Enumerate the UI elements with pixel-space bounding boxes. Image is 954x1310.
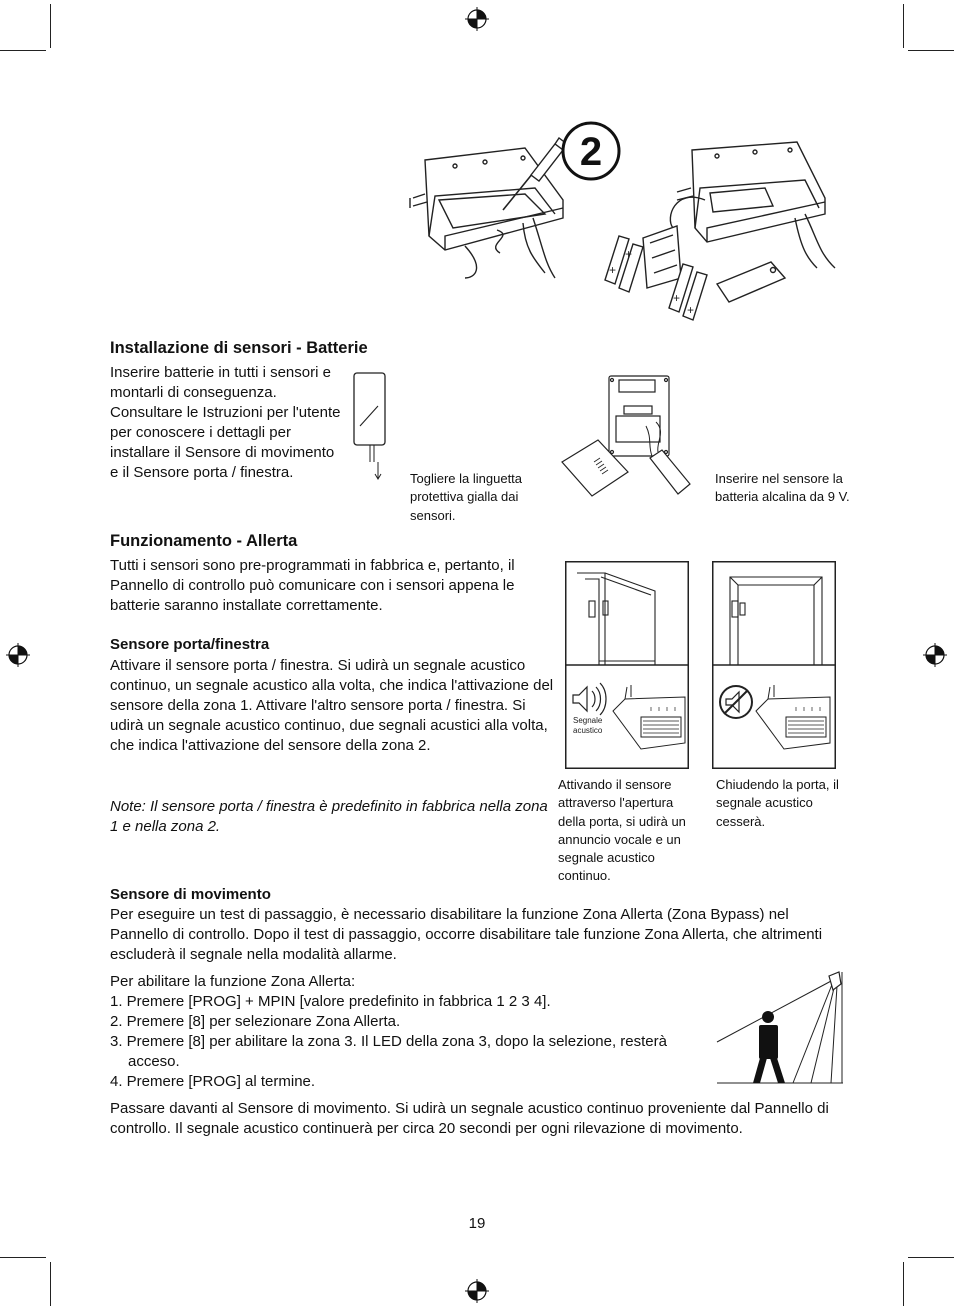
caption-insert-battery: Inserire nel sensore la batteria alcalina da 9 V. [715, 471, 850, 505]
registration-mark-right [923, 643, 947, 667]
door-sensor-note: Note: Il sensore porta / finestra è predefinito in fabbrica nella zona 1 e nella zona 2. [110, 798, 548, 835]
section-title-batteries: Installazione di sensori - Batterie [110, 339, 368, 357]
steps-list [110, 992, 670, 1092]
caption-door-open: Attivando il sensore attraverso l'apertura della porta, si udirà un annuncio vocale e un segnale acustico continuo. [558, 777, 686, 884]
caption-door-close: Chiudendo la porta, il segnale acustico cesserà. [716, 777, 839, 829]
step-item: 4. Premere [PROG] al termine. [110, 1073, 316, 1090]
motion-sensor-title: Sensore di movimento [110, 886, 271, 903]
door-sensor-tab-illustration [350, 370, 390, 484]
door-sensor-title: Sensore porta/finestra [110, 636, 270, 653]
motion-sensor-battery-illustration [556, 372, 696, 504]
svg-text:+: + [609, 263, 617, 277]
svg-text:+: + [687, 303, 695, 317]
door-open-figure [565, 561, 689, 769]
door-sensor-body: Attivare il sensore porta / finestra. Si udirà un segnale acustico continuo, un segnale acustico alla volta, che indica l'attivazione del sensore della zona 1. Attivare l'altro sensore porta / finestra. Si udirà un segnale acustico continuo, due segnali acustici alla volta, che indica l'attivazione del sensore della zona 2. [110, 657, 554, 754]
walk-test-illustration [715, 968, 845, 1086]
registration-mark-left [6, 643, 30, 667]
svg-text:+: + [673, 291, 681, 305]
step-item: 1. Premere [PROG] + MPIN [valore predefinito in fabbrica 1 2 3 4]. [110, 993, 551, 1010]
steps-intro: Per abilitare la funzione Zona Allerta: [110, 973, 356, 990]
door-closed-figure [712, 561, 836, 769]
alert-intro: Tutti i sensori sono pre-programmati in fabbrica e, pertanto, il Pannello di controllo può comunicare con i sensori appena le batterie saranno installate correttamente. [110, 557, 515, 614]
motion-sensor-closing: Passare davanti al Sensore di movimento. Si udirà un segnale acustico continuo proveniente dal Pannello di controllo. Il segnale acustico continuerà per circa 20 secondi per ogni rilevazione di movimento. [110, 1100, 829, 1137]
page-number: 19 [468, 1215, 486, 1232]
section-title-alert: Funzionamento - Allerta [110, 532, 298, 550]
batteries-body: Inserire batterie in tutti i sensori e montarli di conseguenza. Consultare le Istruzioni per l'utente per conoscere i dettagli per installare il Sensore di movimento e il Sensore porta / finestra. [110, 364, 341, 481]
step-item: 2. Premere [8] per selezionare Zona Allerta. [110, 1013, 401, 1030]
registration-mark-top [465, 7, 489, 31]
step-badge: 2 [579, 130, 603, 174]
registration-mark-bottom [465, 1279, 489, 1303]
caption-remove-tab: Togliere la linguetta protettiva gialla dai sensori. [410, 471, 523, 523]
svg-text:+: + [625, 247, 633, 261]
beep-label-line2: acustico [573, 726, 603, 735]
beep-label-line1: Segnale [573, 716, 603, 725]
control-panel-battery-illustration [405, 118, 845, 328]
motion-sensor-body: Per eseguire un test di passaggio, è necessario disabilitare la funzione Zona Allerta (Zona Bypass) nel Pannello di controllo. Dopo il test di passaggio, occorre disabilitare tale funzione Zona Allerta, che altrimenti escluderà il segnale nella modalità allarme. [110, 906, 823, 963]
step-item: 3. Premere [8] per abilitare la zona 3. Il LED della zona 3, dopo la selezione, resterà acceso. [110, 1033, 667, 1070]
